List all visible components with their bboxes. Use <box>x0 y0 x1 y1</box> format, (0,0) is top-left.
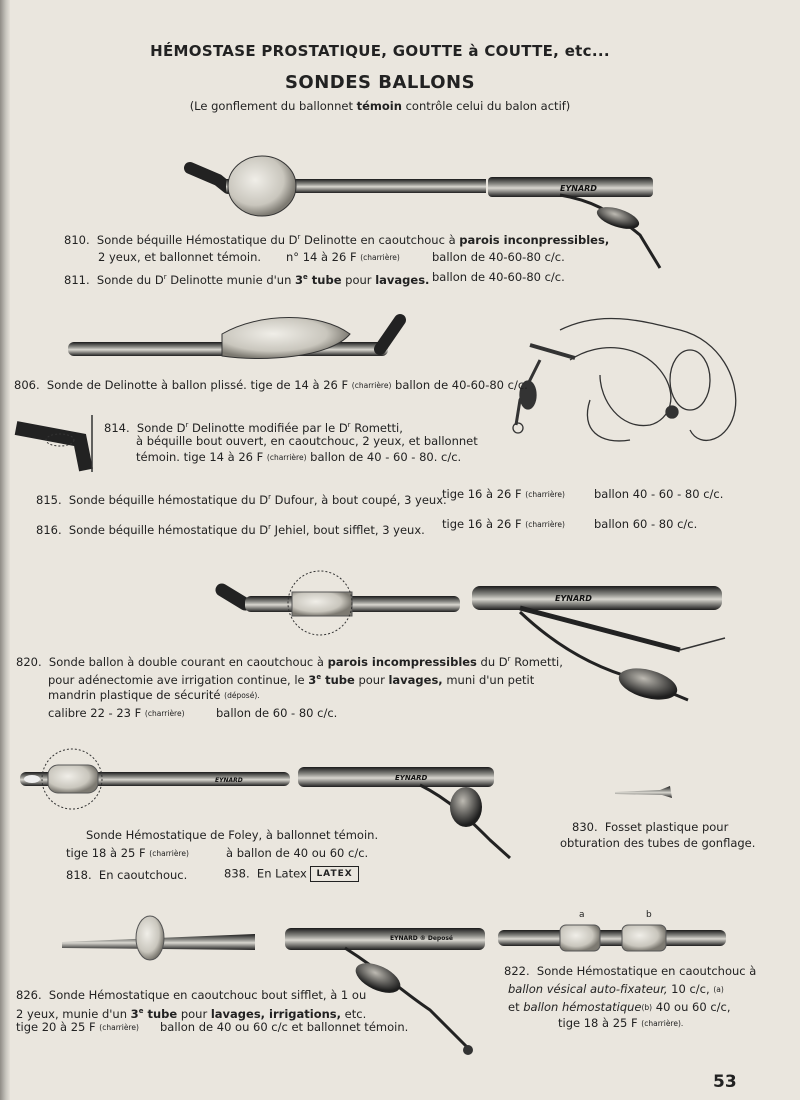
item-822-line2: ballon vésical auto-fixateur, 10 c/c, (a) <box>508 982 724 996</box>
section-note: (Le gonflement du ballonnet témoin contrôle celui du balon actif) <box>189 99 571 113</box>
item-810-ballon: ballon de 40-60-80 c/c. <box>432 250 565 264</box>
item-822-line4: tige 18 à 25 F (charrière). <box>558 1016 684 1030</box>
svg-text:EYNARD ® Deposé: EYNARD ® Deposé <box>390 935 453 942</box>
item-816-ballon: ballon 60 - 80 c/c. <box>594 517 698 531</box>
item-822-line3: et ballon hémostatique(b) 40 ou 60 c/c, <box>508 1000 731 1014</box>
item-838: 838. En Latex LATEX <box>224 866 359 882</box>
item-814-line2: à béquille bout ouvert, en caoutchouc, 2 yeux, et ballonnet <box>136 434 478 448</box>
item-815: 815. Sonde béquille hémostatique du $D^r$ Dufour, à bout coupé, 3 yeux. <box>36 492 447 507</box>
item-820-ballon: ballon de 60 - 80 c/c. <box>216 706 338 720</box>
catheter-806 <box>68 318 400 359</box>
item-810-line2: 2 yeux, et ballonnet témoin. <box>98 250 262 264</box>
latex-logo: LATEX <box>310 866 358 882</box>
item-820-line1: 820. Sonde ballon à double courant en caoutchouc à parois incompressibles du $D^r$ Rometti, <box>16 654 563 669</box>
anatomy-diagram <box>513 318 736 440</box>
catheter-822 <box>498 925 726 951</box>
foley-line1: Sonde Hémostatique de Foley, à ballonnet témoin. <box>86 828 379 842</box>
foley-line2: tige 18 à 25 F (charrière) <box>66 846 189 860</box>
eynard-mark-820: EYNARD <box>555 594 592 603</box>
svg-text:EYNARD: EYNARD <box>215 777 243 784</box>
item-830-line2: obturation des tubes de gonflage. <box>560 836 756 850</box>
item-810-line1: 810. Sonde béquille Hémostatique du $D^r$ Delinotte en caoutchouc à parois inconpressibles, <box>64 232 610 247</box>
catheter-814-tip <box>16 415 92 472</box>
item-830-line1: 830. Fosset plastique pour <box>572 820 729 834</box>
eynard-mark-810: EYNARD <box>560 184 597 193</box>
item-811-ballon: ballon de 40-60-80 c/c. <box>432 270 565 284</box>
item-814-line1: 814. Sonde $D^r$ Delinotte modifiée par le $D^r$ Rometti, <box>104 420 403 435</box>
item-816: 816. Sonde béquille hémostatique du $D^r$ Jehiel, bout sifflet, 3 yeux. <box>36 522 425 537</box>
item-806: 806. Sonde de Delinotte à ballon plissé. tige de 14 à 26 F (charrière) ballon de 40-60-80 c/c. <box>14 378 528 392</box>
label-b: b <box>646 910 652 920</box>
item-816-tige: tige 16 à 26 F (charrière) <box>442 517 565 531</box>
item-815-ballon: ballon 40 - 60 - 80 c/c. <box>594 487 724 501</box>
item-810-size: n° 14 à 26 F (charrière) <box>286 250 400 264</box>
page-number: 53 <box>713 1072 737 1092</box>
item-814-line3: témoin. tige 14 à 26 F (charrière) ballon de 40 - 60 - 80. c/c. <box>136 450 462 464</box>
item-826-line1: 826. Sonde Hémostatique en caoutchouc bout sifflet, à 1 ou <box>16 988 367 1002</box>
item-820-line2: pour adénectomie ave irrigation continue, le 3e tube pour lavages, muni d'un petit <box>48 672 535 687</box>
foley-ballon: à ballon de 40 ou 60 c/c. <box>226 846 369 860</box>
item-826-ballon: ballon de 40 ou 60 c/c et ballonnet témoin. <box>160 1020 409 1034</box>
section-title: SONDES BALLONS <box>284 72 476 93</box>
item-826-line3: tige 20 à 25 F (charrière) <box>16 1020 139 1034</box>
item-811: 811. Sonde du $D^r$ Delinotte munie d'un 3e tube pour lavages. <box>64 272 430 287</box>
item-822-line1: 822. Sonde Hémostatique en caoutchouc à <box>504 964 757 978</box>
item-815-tige: tige 16 à 26 F (charrière) <box>442 487 565 501</box>
svg-text:EYNARD: EYNARD <box>395 774 428 782</box>
page-title: HÉMOSTASE PROSTATIQUE, GOUTTE à COUTTE, etc... <box>150 42 610 60</box>
item-826-line2: 2 yeux, munie d'un 3e tube pour lavages, irrigations, etc. <box>16 1006 367 1021</box>
label-a: a <box>579 910 585 920</box>
item-818: 818. En caoutchouc. <box>66 868 188 882</box>
item-820-line4: calibre 22 - 23 F (charrière) <box>48 706 185 720</box>
item-820-line3: mandrin plastique de sécurité (déposé). <box>48 688 260 702</box>
